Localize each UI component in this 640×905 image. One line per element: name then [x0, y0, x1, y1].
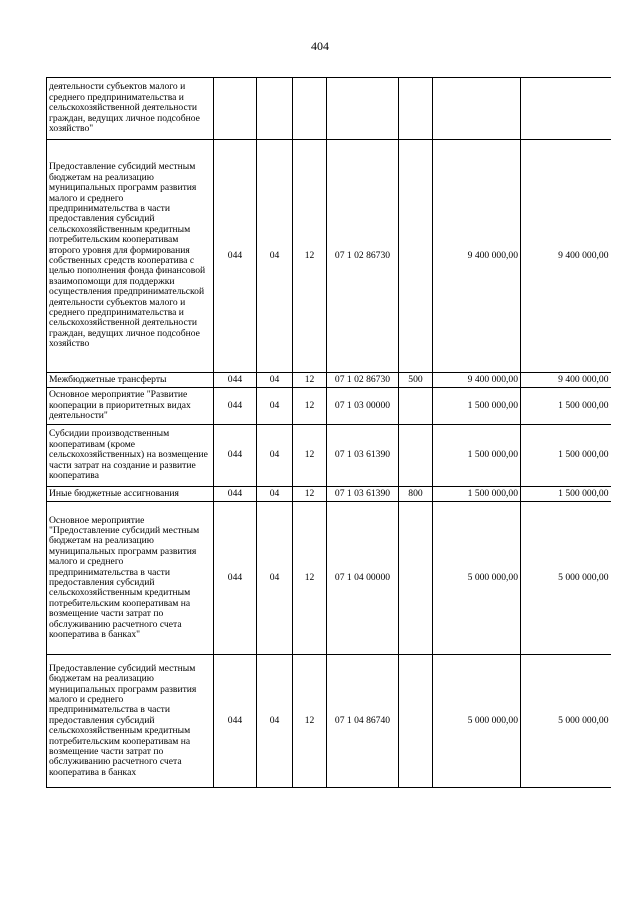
- amount-year2-cell: [521, 140, 611, 373]
- target-article: 07 1 02 86730: [334, 249, 391, 261]
- row-name-cell: [47, 388, 214, 425]
- ministry-code-cell: [214, 373, 257, 388]
- amount-year1-cell: [433, 388, 521, 425]
- amount-year2-cell: [521, 487, 611, 502]
- table-row: [47, 140, 611, 373]
- ministry-code-cell: [214, 78, 257, 140]
- expense-type-cell: [399, 140, 433, 373]
- table-row: [47, 388, 611, 425]
- table-body: [47, 78, 611, 788]
- amount-year2: 1 500 000,00: [558, 449, 609, 461]
- target-article-cell: [327, 388, 399, 425]
- section-code: 04: [269, 487, 280, 499]
- amount-year1-cell: [433, 140, 521, 373]
- subsection-code-cell: [293, 78, 327, 140]
- target-article: 07 1 03 00000: [334, 399, 391, 411]
- page-number: 404: [311, 39, 329, 53]
- table-row: [47, 655, 611, 788]
- target-article-cell: [327, 78, 399, 140]
- target-article-cell: [327, 502, 399, 655]
- table-row: [47, 373, 611, 388]
- amount-year2-cell: [521, 78, 611, 140]
- amount-year1-cell: [433, 78, 521, 140]
- amount-year1: 5 000 000,00: [467, 714, 518, 726]
- subsection-code-cell: [293, 140, 327, 373]
- amount-year2: 1 500 000,00: [558, 399, 609, 411]
- amount-year1: 1 500 000,00: [467, 449, 518, 461]
- expense-type: 500: [408, 373, 423, 385]
- table-row: [47, 425, 611, 487]
- section-code: 04: [269, 449, 280, 461]
- subsection-code-cell: [293, 655, 327, 788]
- subsection-code: 12: [304, 373, 315, 385]
- row-name: Основное мероприятие "Развитие кооперации в приоритетных видах деятельности": [49, 389, 191, 422]
- section-code: 04: [269, 249, 280, 261]
- section-code-cell: [257, 655, 293, 788]
- ministry-code: 044: [227, 373, 243, 385]
- table-row: [47, 502, 611, 655]
- ministry-code-cell: [214, 502, 257, 655]
- expense-type-cell: [399, 502, 433, 655]
- row-name-cell: [47, 425, 214, 487]
- row-name: Межбюджетные трансферты: [49, 373, 167, 385]
- amount-year2: 9 400 000,00: [558, 373, 609, 385]
- target-article: 07 1 03 61390: [334, 487, 391, 499]
- target-article: 07 1 03 61390: [334, 449, 391, 461]
- subsection-code-cell: [293, 373, 327, 388]
- ministry-code-cell: [214, 425, 257, 487]
- subsection-code: 12: [304, 449, 315, 461]
- subsection-code: 12: [304, 487, 315, 499]
- amount-year2: 1 500 000,00: [558, 487, 609, 499]
- subsection-code-cell: [293, 388, 327, 425]
- amount-year1-cell: [433, 487, 521, 502]
- amount-year2-cell: [521, 425, 611, 487]
- target-article: 07 1 02 86730: [334, 373, 391, 385]
- amount-year1: 1 500 000,00: [467, 487, 518, 499]
- amount-year1: 5 000 000,00: [467, 571, 518, 583]
- expense-type-cell: [399, 425, 433, 487]
- amount-year2: 5 000 000,00: [558, 571, 609, 583]
- section-code-cell: [257, 373, 293, 388]
- ministry-code: 044: [227, 487, 243, 499]
- amount-year2-cell: [521, 655, 611, 788]
- row-name-cell: [47, 140, 214, 373]
- row-name-cell: [47, 502, 214, 655]
- amount-year2-cell: [521, 373, 611, 388]
- expense-type-cell: [399, 388, 433, 425]
- ministry-code-cell: [214, 487, 257, 502]
- row-name-cell: [47, 655, 214, 788]
- subsection-code: 12: [304, 714, 315, 726]
- amount-year1: 1 500 000,00: [467, 399, 518, 411]
- table-row: [47, 78, 611, 140]
- amount-year1-cell: [433, 502, 521, 655]
- section-code-cell: [257, 78, 293, 140]
- expense-type-cell: [399, 78, 433, 140]
- subsection-code-cell: [293, 425, 327, 487]
- ministry-code: 044: [227, 571, 243, 583]
- ministry-code-cell: [214, 388, 257, 425]
- amount-year1-cell: [433, 425, 521, 487]
- row-name: Предоставление субсидий местным бюджетам на реализацию муниципальных программ развития малого и среднего предпринимательства в части предоставления субсидий сельскохозяйственным кредитным потребительским кооперативам второго уровня для формирования собственных средств кооператива с целью пополнения фонда финансовой взаимопомощи для поддержки осуществления предпринимательской деятельности субъектов малого и среднего предпринимательства и сельскохозяйственной деятельности граждан, ведущих личное подсобное хозяйство: [49, 161, 206, 350]
- amount-year1-cell: [433, 655, 521, 788]
- target-article: 07 1 04 86740: [334, 714, 391, 726]
- amount-year1-cell: [433, 373, 521, 388]
- subsection-code: 12: [304, 399, 315, 411]
- section-code: 04: [269, 714, 280, 726]
- row-name: Субсидии производственным кооперативам (кроме сельскохозяйственных) на возмещение части затрат на создание и развитие кооператива: [49, 428, 208, 482]
- ministry-code-cell: [214, 140, 257, 373]
- section-code-cell: [257, 140, 293, 373]
- amount-year2: 9 400 000,00: [558, 249, 609, 261]
- row-name-cell: [47, 487, 214, 502]
- target-article-cell: [327, 655, 399, 788]
- expense-type-cell: [399, 655, 433, 788]
- amount-year2-cell: [521, 388, 611, 425]
- subsection-code-cell: [293, 487, 327, 502]
- subsection-code-cell: [293, 502, 327, 655]
- target-article: 07 1 04 00000: [334, 571, 391, 583]
- ministry-code: 044: [227, 249, 243, 261]
- ministry-code-cell: [214, 655, 257, 788]
- ministry-code: 044: [227, 714, 243, 726]
- section-code-cell: [257, 425, 293, 487]
- expense-type-cell: [399, 373, 433, 388]
- table-row: [47, 487, 611, 502]
- section-code-cell: [257, 388, 293, 425]
- row-name-cell: [47, 373, 214, 388]
- target-article-cell: [327, 425, 399, 487]
- row-name: Основное мероприятие "Предоставление субсидий местным бюджетам на реализацию муниципальных программ развития малого и среднего предпринимательства в части предоставления субсидий сельскохозяйственным кредитным потребительским кооперативам на возмещение части затрат по обслуживанию расчетного счета кооператива в банках": [49, 514, 200, 641]
- section-code: 04: [269, 373, 280, 385]
- expense-type-cell: [399, 487, 433, 502]
- ministry-code: 044: [227, 399, 243, 411]
- target-article-cell: [327, 140, 399, 373]
- section-code-cell: [257, 502, 293, 655]
- row-name: деятельности субъектов малого и среднего предпринимательства и сельскохозяйственной деятельности граждан, ведущих личное подсобное хозяйство": [49, 81, 200, 135]
- row-name-cell: [47, 78, 214, 140]
- ministry-code: 044: [227, 449, 243, 461]
- section-code-cell: [257, 487, 293, 502]
- expense-type: 800: [408, 487, 423, 499]
- section-code: 04: [269, 399, 280, 411]
- row-name: Иные бюджетные ассигнования: [49, 487, 179, 499]
- amount-year2-cell: [521, 502, 611, 655]
- target-article-cell: [327, 487, 399, 502]
- amount-year1: 9 400 000,00: [467, 373, 518, 385]
- amount-year2: 5 000 000,00: [558, 714, 609, 726]
- amount-year1: 9 400 000,00: [467, 249, 518, 261]
- section-code: 04: [269, 571, 280, 583]
- subsection-code: 12: [304, 571, 315, 583]
- target-article-cell: [327, 373, 399, 388]
- budget-table: [46, 77, 611, 788]
- subsection-code: 12: [304, 249, 315, 261]
- row-name: Предоставление субсидий местным бюджетам на реализацию муниципальных программ развития малого и среднего предпринимательства в части предоставления субсидий сельскохозяйственным кредитным потребительским кооперативам на возмещение части затрат по обслуживанию расчетного счета кооператива в банках: [49, 662, 197, 778]
